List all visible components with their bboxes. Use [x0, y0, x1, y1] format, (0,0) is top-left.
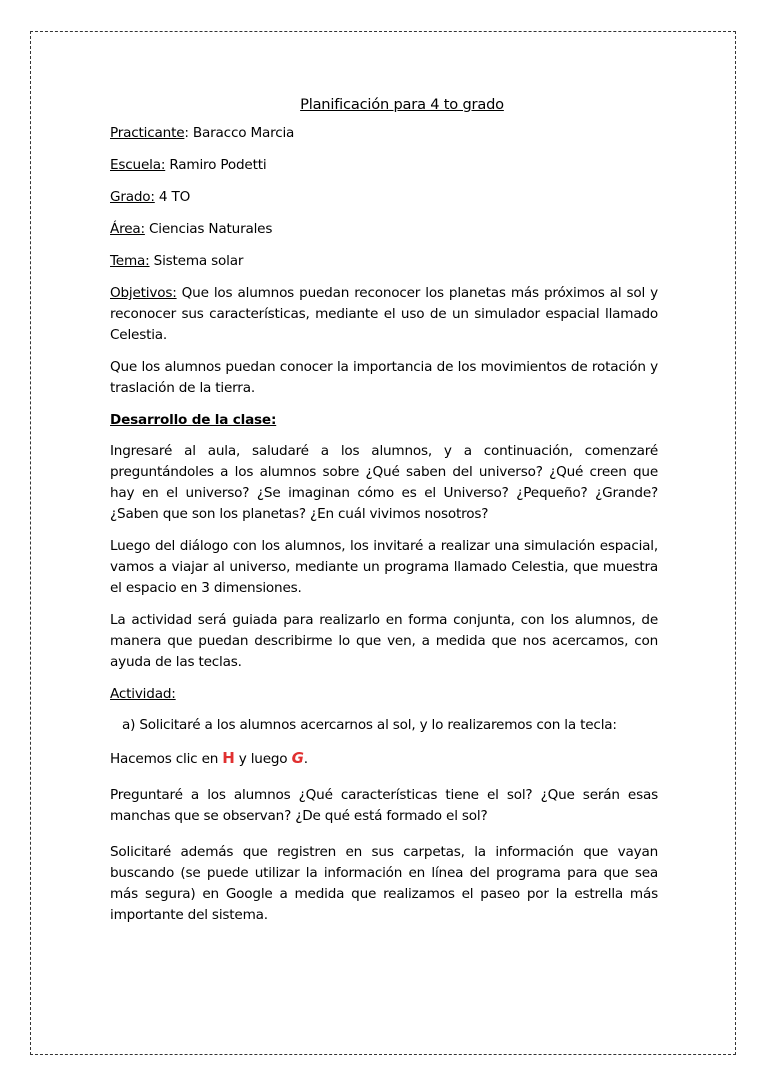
field-grado — [110, 187, 658, 208]
click-instruction — [110, 748, 658, 770]
objetivos-label: Objetivos: — [110, 285, 177, 301]
document-body — [110, 94, 658, 937]
field-sep: : — [184, 125, 193, 141]
field-value: Baracco Marcia — [192, 125, 295, 141]
key-h: H — [222, 749, 235, 767]
field-value: Sistema solar — [153, 253, 244, 269]
field-label: Escuela: — [110, 157, 166, 173]
preguntare-paragraph: Preguntaré a los alumnos ¿Qué características tiene el sol? ¿Que serán esas manchas que se observan? ¿De qué está formado el sol? — [110, 787, 658, 824]
objetivos-paragraph — [110, 283, 658, 346]
click-mid: y luego — [234, 751, 292, 767]
field-escuela — [110, 155, 658, 176]
field-label: Practicante — [110, 125, 185, 141]
click-prefix: Hacemos clic en — [110, 751, 223, 767]
field-value: 4 TO — [158, 189, 191, 205]
page-title: Planificación para 4 to grado — [300, 96, 504, 113]
actividad-item-a: a) Solicitaré a los alumnos acercarnos al sol, y lo realizaremos con la tecla: — [122, 717, 617, 733]
field-label: Tema: — [110, 253, 150, 269]
key-g: G — [291, 749, 304, 767]
field-practicante — [110, 123, 658, 144]
click-suffix: . — [303, 751, 308, 767]
field-label: Grado: — [110, 189, 155, 205]
field-area — [110, 219, 658, 240]
desarrollo-paragraph-3: La actividad será guiada para realizarlo en forma conjunta, con los alumnos, de manera que puedan describirme lo que ven, a medida que nos acercamos, con ayuda de las teclas. — [110, 612, 658, 670]
objetivos-text: Que los alumnos puedan reconocer los planetas más próximos al sol y reconocer sus características, mediante el uso de un simulador espacial llamado Celestia. — [110, 285, 658, 343]
field-value: Ramiro Podetti — [169, 157, 267, 173]
field-tema — [110, 251, 658, 272]
field-label: Área: — [110, 221, 145, 237]
actividad-heading: Actividad: — [110, 686, 176, 702]
field-value: Ciencias Naturales — [149, 221, 273, 237]
solicitare-paragraph: Solicitaré además que registren en sus carpetas, la información que vayan buscando (se puede utilizar la información en línea del programa para que sea más segura) en Google a medida que realizamos el paseo por la estrella más importante del sistema. — [110, 844, 658, 923]
desarrollo-paragraph-1: Ingresaré al aula, saludaré a los alumnos, y a continuación, comenzaré preguntándoles a los alumnos sobre ¿Qué saben del universo? ¿Qué creen que hay en el universo? ¿Se imaginan cómo es el Universo? ¿Pequeño? ¿Grande? ¿Saben que son los planetas? ¿En cuál vivimos nosotros? — [110, 443, 658, 522]
desarrollo-heading: Desarrollo de la clase: — [110, 412, 277, 428]
objetivos-paragraph-2: Que los alumnos puedan conocer la importancia de los movimientos de rotación y traslación de la tierra. — [110, 359, 658, 396]
desarrollo-paragraph-2: Luego del diálogo con los alumnos, los invitaré a realizar una simulación espacial, vamos a viajar al universo, mediante un programa llamado Celestia, que muestra el espacio en 3 dimensiones. — [110, 538, 658, 596]
